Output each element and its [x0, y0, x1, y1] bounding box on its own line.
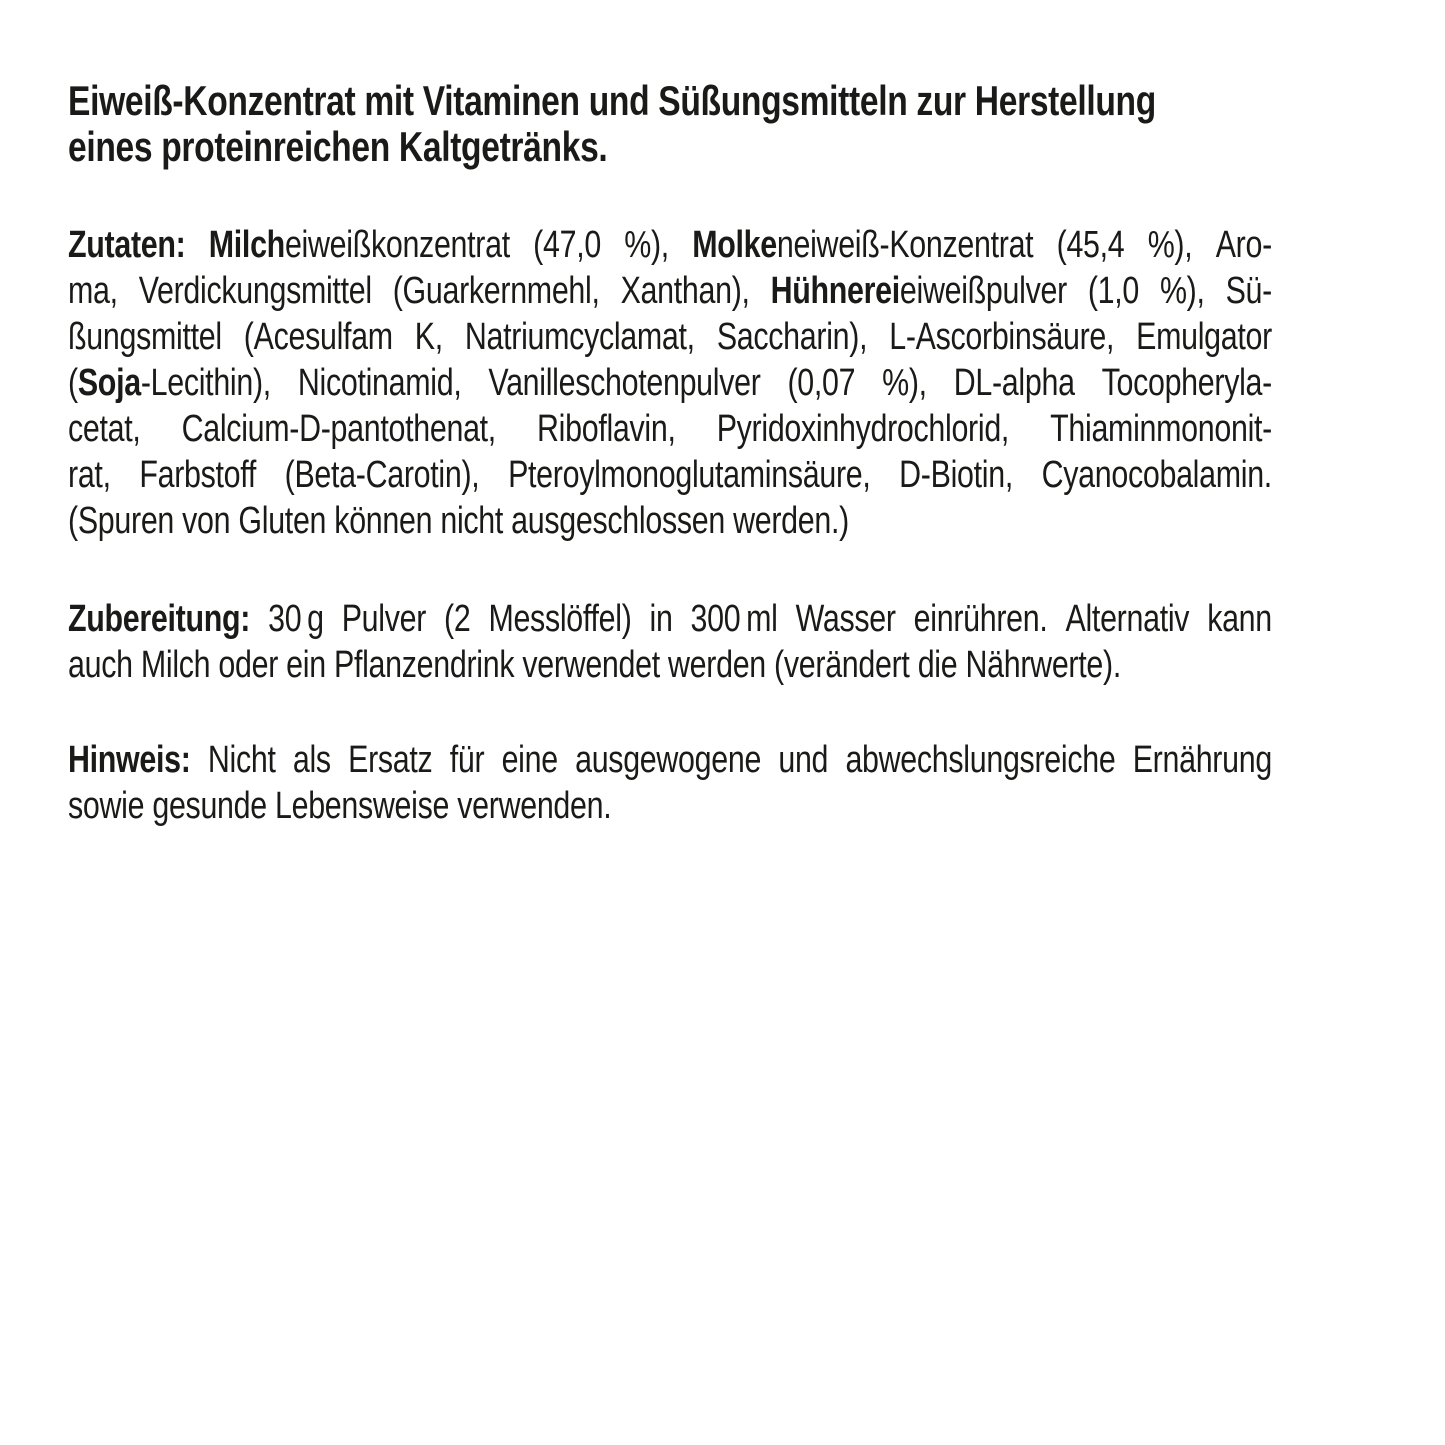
text-segment: (Spuren von Gluten können nicht ausgeschlossen werden.)	[68, 500, 849, 542]
text-line	[68, 498, 1272, 544]
word: in	[649, 598, 673, 640]
word: Riboflavin,	[537, 408, 676, 450]
product-description	[68, 78, 1445, 170]
text-segment: Eiweiß-Konzentrat mit Vitaminen und Süßungsmitteln zur Herstellung	[68, 77, 1156, 124]
text-segment: sowie gesunde Lebensweise verwenden.	[68, 785, 612, 827]
word: Zutaten:	[68, 224, 186, 266]
word: DL-alpha	[953, 362, 1075, 404]
word: %),	[882, 362, 927, 404]
word: Sü-	[1225, 270, 1272, 312]
text-line	[68, 78, 1348, 124]
word: Zubereitung:	[68, 598, 251, 640]
text-segment: eines proteinreichen Kaltgetränks.	[68, 123, 608, 170]
text-line	[68, 452, 1272, 498]
ingredients-text	[68, 222, 1272, 544]
word: (Beta-Carotin),	[284, 454, 480, 496]
word: %),	[1147, 224, 1193, 266]
text-line	[68, 596, 1272, 642]
word: Vanilleschotenpulver	[488, 362, 761, 404]
word: Emulgator	[1136, 316, 1272, 358]
word: (Guarkernmehl,	[392, 270, 600, 312]
word: ßungsmittel	[68, 316, 222, 358]
product-description-text	[68, 78, 1348, 170]
word: Farbstoff	[139, 454, 257, 496]
preparation-paragraph	[68, 596, 1445, 688]
text-line	[68, 314, 1272, 360]
word: Hinweis:	[68, 739, 191, 781]
word: Messlöffel)	[488, 598, 632, 640]
word: Wasser	[795, 598, 896, 640]
word: eine	[501, 739, 558, 781]
word: Ernährung	[1132, 739, 1272, 781]
word: Hühnereieiweißpulver	[770, 270, 1067, 312]
word: Tocopheryla-	[1101, 362, 1272, 404]
word: Pyridoxinhydrochlorid,	[716, 408, 1010, 450]
word: %),	[624, 224, 669, 266]
word: 300 ml	[690, 598, 778, 640]
word: ausgewogene	[575, 739, 762, 781]
word: Alternativ	[1065, 598, 1190, 640]
text-segment: auch Milch oder ein Pflanzendrink verwendet werden (verändert die Nährwerte).	[68, 644, 1121, 686]
word: (Soja-Lecithin),	[68, 362, 271, 404]
word: Natriumcyclamat,	[464, 316, 695, 358]
text-line	[68, 783, 1272, 829]
ingredients-paragraph	[68, 222, 1445, 544]
word: Pulver	[341, 598, 427, 640]
word: D-Biotin,	[899, 454, 1013, 496]
word: kann	[1207, 598, 1272, 640]
word: für	[449, 739, 485, 781]
word: L-Ascorbinsäure,	[889, 316, 1115, 358]
word: ma,	[68, 270, 118, 312]
word: Calcium-D-pantothenat,	[181, 408, 496, 450]
word: Saccharin),	[716, 316, 868, 358]
word: rat,	[68, 454, 111, 496]
word: als	[292, 739, 331, 781]
word: (1,0	[1087, 270, 1140, 312]
word: (2	[444, 598, 471, 640]
word: Verdickungsmittel	[138, 270, 372, 312]
word: K,	[414, 316, 443, 358]
word: (45,4	[1056, 224, 1125, 266]
text-line	[68, 124, 1348, 170]
text-line	[68, 360, 1272, 406]
notice-text	[68, 737, 1272, 829]
word: Milcheiweißkonzentrat	[208, 224, 510, 266]
word: Pteroylmonoglutaminsäure,	[508, 454, 871, 496]
word: %),	[1159, 270, 1205, 312]
text-line	[68, 737, 1272, 783]
word: Molkeneiweiß-Konzentrat	[692, 224, 1034, 266]
text-line	[68, 268, 1272, 314]
text-line	[68, 406, 1272, 452]
word: Xanthan),	[620, 270, 750, 312]
word: cetat,	[68, 408, 141, 450]
word: Ersatz	[348, 739, 433, 781]
word: (Acesulfam	[243, 316, 393, 358]
text-line	[68, 642, 1272, 688]
word: Nicotinamid,	[297, 362, 462, 404]
word: Nicht	[207, 739, 276, 781]
word: Thiaminmononit-	[1050, 408, 1272, 450]
word: (0,07	[787, 362, 856, 404]
word: und	[778, 739, 829, 781]
notice-paragraph	[68, 737, 1445, 829]
word: 30 g	[268, 598, 324, 640]
word: Aro-	[1215, 224, 1272, 266]
word: abwechslungsreiche	[845, 739, 1116, 781]
word: Cyanocobalamin.	[1041, 454, 1272, 496]
word: (47,0	[533, 224, 601, 266]
preparation-text	[68, 596, 1272, 688]
text-line	[68, 222, 1272, 268]
word: einrühren.	[913, 598, 1048, 640]
